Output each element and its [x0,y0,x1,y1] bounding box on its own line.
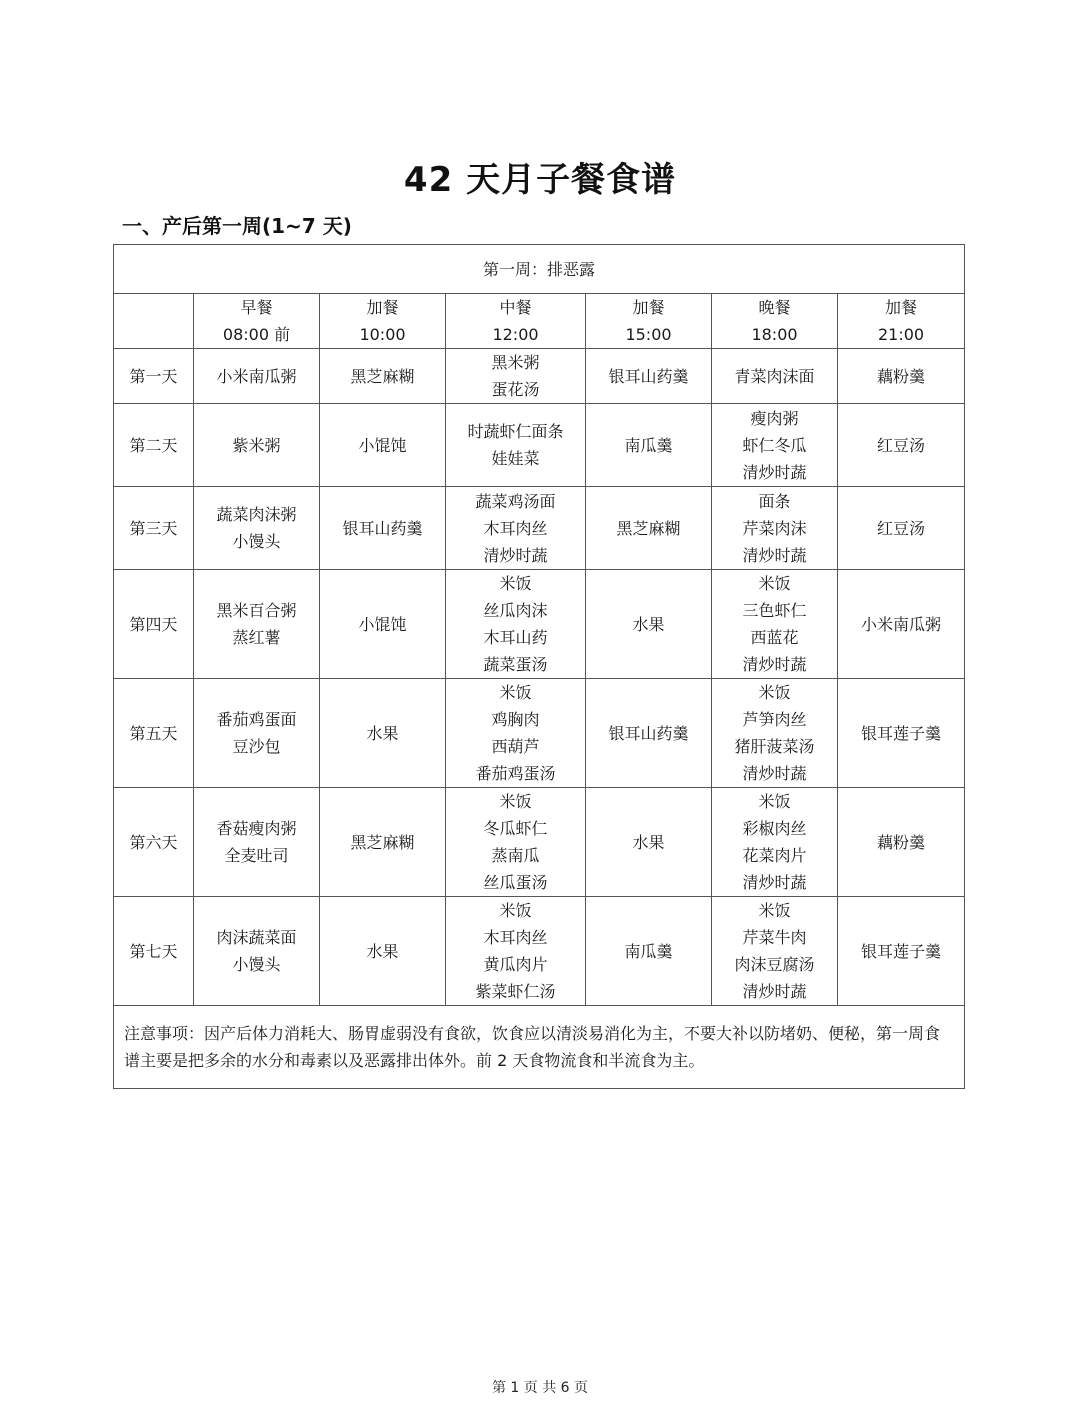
meal-cell [712,788,838,897]
column-header [838,294,965,349]
dish-item: 面条 [758,491,791,511]
dish-item: 蒸红薯 [232,628,281,647]
meal-time: 10:00 [359,325,406,344]
dish-item: 米饭 [758,792,791,811]
dish-item: 彩椒肉丝 [742,819,807,838]
meal-cell [320,349,446,404]
meal-cell [320,570,446,679]
meal-cell [446,487,586,570]
meal-name: 早餐 [240,298,273,317]
dish-item: 西葫芦 [491,737,540,756]
dish-item: 水果 [632,614,665,634]
dish-item: 清炒时蔬 [742,873,807,892]
dish-item: 三色虾仁 [742,601,807,620]
meal-cell [320,897,446,1006]
meal-cell [586,897,712,1006]
meal-cell [320,404,446,487]
note-cell: 注意事项：因产后体力消耗大、肠胃虚弱没有食欲，饮食应以清淡易消化为主，不要大补以防堵奶、便秘，第一周食谱主要是把多余的水分和毒素以及恶露排出体外。前 2 天食物流食和半流食为主。 [114,1006,965,1089]
dish-item: 紫菜虾仁汤 [475,982,556,1001]
meal-cell [712,404,838,487]
meal-name: 晚餐 [758,298,791,317]
dish-item: 鸡胸肉 [491,710,540,729]
table-row [114,788,965,897]
section-heading: 一、产后第一周(1~7 天) [122,214,352,238]
table-row [114,404,965,487]
dish-item: 香菇瘦肉粥 [216,819,297,838]
dish-item: 清炒时蔬 [483,545,548,565]
meal-name: 中餐 [499,298,532,317]
dish-item: 娃娃菜 [491,449,540,468]
meal-name: 加餐 [885,298,918,317]
table-row [114,679,965,788]
meal-cell [838,788,965,897]
dish-item: 银耳莲子羹 [861,941,942,961]
meal-name: 加餐 [366,298,399,317]
note-row [114,1006,965,1089]
meal-cell [586,788,712,897]
dish-item: 清炒时蔬 [742,982,807,1001]
meal-cell [586,349,712,404]
meal-cell [712,487,838,570]
dish-item: 黑芝麻糊 [350,366,415,386]
dish-item: 清炒时蔬 [742,764,807,783]
dish-item: 南瓜羹 [624,435,673,455]
table-caption: 第一周：排恶露 [114,245,965,294]
dish-item: 清炒时蔬 [742,462,807,482]
meal-cell [446,404,586,487]
day-label: 第五天 [114,679,194,788]
table-row [114,897,965,1006]
day-label: 第四天 [114,570,194,679]
meal-cell [194,788,320,897]
dish-item: 小馒头 [232,532,281,551]
meal-cell [838,349,965,404]
meal-cell [586,487,712,570]
meal-cell [446,679,586,788]
dish-item: 银耳山药羹 [342,518,423,538]
table-row [114,487,965,570]
dish-item: 南瓜羹 [624,941,673,961]
dish-item: 花菜肉片 [742,846,807,865]
meal-cell [446,570,586,679]
day-label: 第二天 [114,404,194,487]
dish-item: 蔬菜肉沫粥 [216,505,297,524]
dish-item: 水果 [366,723,399,743]
table-row [114,570,965,679]
meal-cell [586,570,712,679]
meal-cell [194,570,320,679]
dish-item: 青菜肉沫面 [734,366,815,386]
dish-item: 虾仁冬瓜 [742,435,807,455]
day-label: 第一天 [114,349,194,404]
dish-item: 米饭 [758,683,791,702]
dish-item: 水果 [632,832,665,852]
dish-item: 猪肝菠菜汤 [734,737,815,756]
meal-cell [712,897,838,1006]
dish-item: 肉沫豆腐汤 [734,955,815,974]
dish-item: 木耳肉丝 [483,928,548,947]
dish-item: 银耳莲子羹 [861,723,942,743]
dish-item: 蔬菜鸡汤面 [475,491,556,511]
dish-item: 紫米粥 [232,435,281,455]
meal-cell [586,679,712,788]
meal-cell [194,897,320,1006]
meal-cell [586,404,712,487]
dish-item: 木耳山药 [483,628,548,647]
day-label: 第七天 [114,897,194,1006]
meal-plan-table [113,244,965,1089]
meal-cell [320,679,446,788]
dish-item: 小馄饨 [358,614,407,634]
dish-item: 蔬菜蛋汤 [483,655,548,674]
dish-item: 小米南瓜粥 [861,614,942,634]
dish-item: 全麦吐司 [224,846,289,865]
dish-item: 西蓝花 [750,628,799,647]
dish-item: 黑米粥 [491,353,540,372]
dish-item: 番茄鸡蛋面 [216,710,297,729]
day-label: 第六天 [114,788,194,897]
meal-cell [320,487,446,570]
dish-item: 红豆汤 [877,518,926,538]
dish-item: 藕粉羹 [877,366,926,386]
meal-cell [712,349,838,404]
dish-item: 黑芝麻糊 [350,832,415,852]
column-header [586,294,712,349]
table-row [114,349,965,404]
dish-item: 冬瓜虾仁 [483,819,548,838]
dish-item: 米饭 [758,901,791,920]
meal-cell [194,349,320,404]
dish-item: 瘦肉粥 [750,408,799,428]
dish-item: 银耳山药羹 [608,723,689,743]
column-header [446,294,586,349]
meal-cell [712,570,838,679]
dish-item: 黑米百合粥 [216,601,297,620]
dish-item: 肉沫蔬菜面 [216,928,297,947]
dish-item: 番茄鸡蛋汤 [475,764,556,783]
dish-item: 米饭 [499,901,532,920]
dish-item: 藕粉羹 [877,832,926,852]
table-body [114,245,965,1006]
meal-cell [838,897,965,1006]
dish-item: 米饭 [499,574,532,593]
header-row [114,294,965,349]
meal-cell [838,679,965,788]
dish-item: 清炒时蔬 [742,545,807,565]
column-header [712,294,838,349]
dish-item: 豆沙包 [232,737,281,756]
dish-item: 米饭 [758,574,791,593]
dish-item: 蒸南瓜 [491,846,540,865]
dish-item: 米饭 [499,683,532,702]
meal-cell [446,349,586,404]
page-title: 42 天月子餐食谱 [403,160,677,200]
dish-item: 木耳肉丝 [483,518,548,538]
corner-cell [114,294,194,349]
dish-item: 时蔬虾仁面条 [467,422,564,441]
column-header [320,294,446,349]
meal-cell [320,788,446,897]
dish-item: 小米南瓜粥 [216,366,297,386]
meal-time: 21:00 [877,325,925,344]
day-label: 第三天 [114,487,194,570]
meal-cell [194,679,320,788]
dish-item: 红豆汤 [877,435,926,455]
meal-cell [194,404,320,487]
dish-item: 小馄饨 [358,435,407,455]
meal-cell [446,897,586,1006]
dish-item: 芹菜肉沫 [742,518,807,538]
dish-item: 小馒头 [232,955,281,974]
meal-name: 加餐 [632,298,665,317]
dish-item: 蛋花汤 [491,380,540,399]
dish-item: 清炒时蔬 [742,655,807,674]
dish-item: 米饭 [499,792,532,811]
dish-item: 丝瓜蛋汤 [483,873,548,892]
meal-time: 18:00 [751,325,798,344]
column-header [194,294,320,349]
caption-row [114,245,965,294]
dish-item: 银耳山药羹 [608,366,689,386]
meal-cell [712,679,838,788]
meal-cell [838,487,965,570]
dish-item: 丝瓜肉沫 [483,601,548,620]
meal-time: 15:00 [625,325,672,344]
meal-cell [194,487,320,570]
dish-item: 黑芝麻糊 [616,518,681,538]
meal-time: 08:00 前 [222,325,291,344]
page-footer: 第 1 页 共 6 页 [491,1380,589,1396]
meal-cell [838,570,965,679]
dish-item: 芦笋肉丝 [742,710,807,729]
meal-cell [838,404,965,487]
dish-item: 黄瓜肉片 [483,955,548,974]
meal-time: 12:00 [492,325,539,344]
meal-cell [446,788,586,897]
dish-item: 水果 [366,941,399,961]
dish-item: 芹菜牛肉 [742,928,807,947]
